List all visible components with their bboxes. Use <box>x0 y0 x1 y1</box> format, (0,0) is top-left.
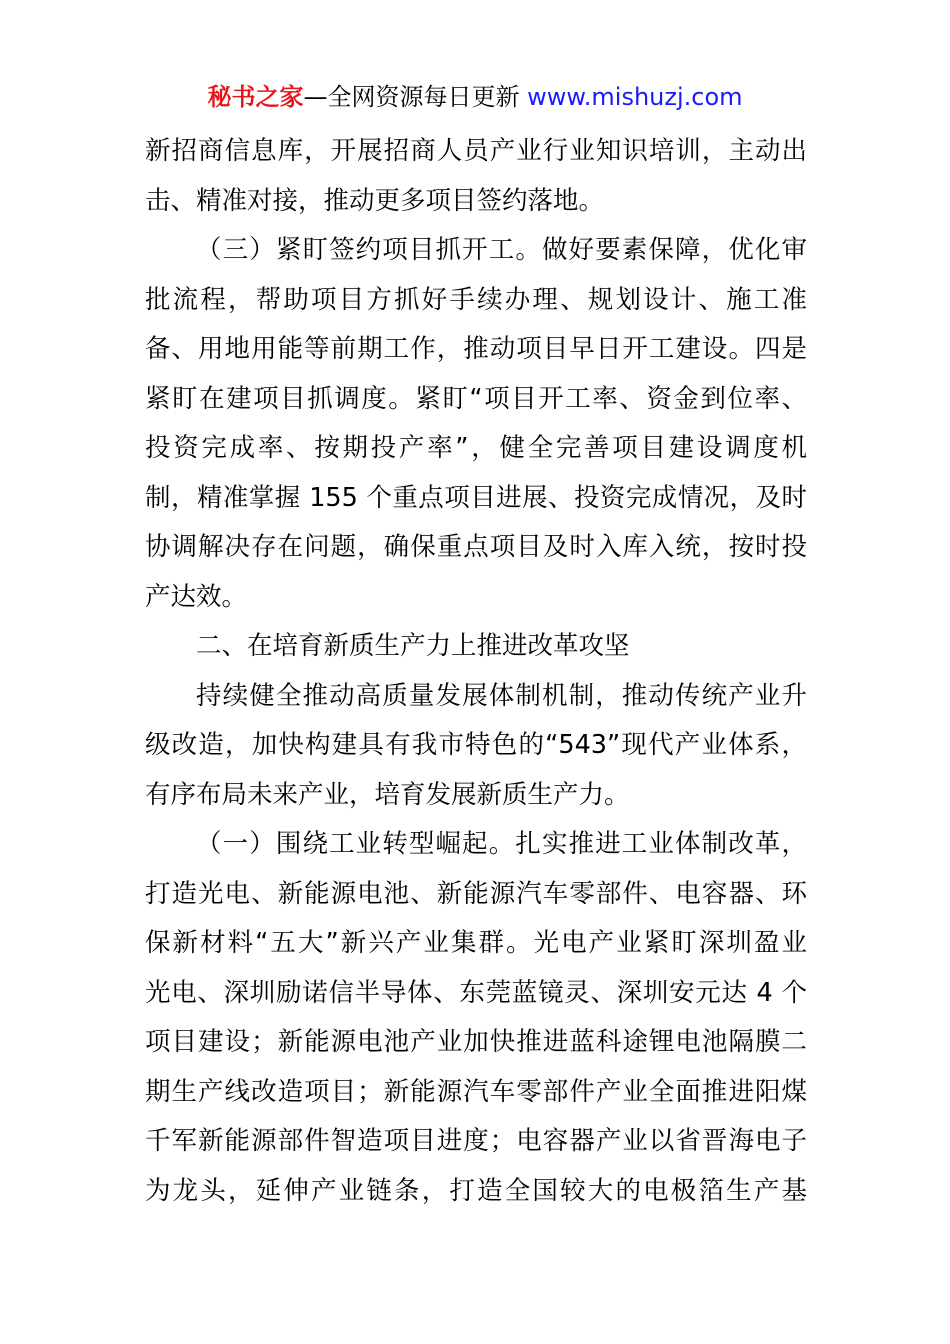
text-line: 产达效。 <box>145 581 248 612</box>
text-line: 紧盯在建项目抓调度。紧盯“项目开工率、资金到位率、 <box>145 383 807 414</box>
text-line: 制，精准掌握 155 个重点项目进展、投资完成情况，及时 <box>145 482 807 513</box>
document-body <box>145 127 807 1216</box>
text-line: 光电、深圳励诺信半导体、东莞蓝镜灵、深圳安元达 4 个 <box>145 977 807 1008</box>
site-header <box>0 80 950 114</box>
text-line: 备、用地用能等前期工作，推动项目早日开工建设。四是 <box>145 334 807 364</box>
text-line: 为龙头，延伸产业链条，打造全国较大的电极箔生产基 <box>145 1175 807 1206</box>
text-line: 击、精准对接，推动更多项目签约落地。 <box>145 185 605 216</box>
header-url[interactable]: www.mishuzj.com <box>527 83 743 111</box>
text-line: 级改造，加快构建具有我市特色的“543”现代产业体系， <box>145 730 807 760</box>
text-line: 项目建设；新能源电池产业加快推进蓝科途锂电池隔膜二 <box>145 1027 807 1057</box>
text-line: 期生产线改造项目；新能源汽车零部件产业全面推进阳煤 <box>145 1076 807 1107</box>
header-brand: 秘书之家 <box>207 83 304 111</box>
text-line: 有序布局未来产业，培育发展新质生产力。 <box>145 779 630 810</box>
text-line: 保新材料“五大”新兴产业集群。光电产业紧盯深圳盈业 <box>145 928 807 958</box>
header-slogan: —全网资源每日更新 <box>303 83 528 111</box>
text-line: 千军新能源部件智造项目进度；电容器产业以省晋海电子 <box>145 1126 807 1156</box>
text-line: 二、在培育新质生产力上推进改革攻坚 <box>196 631 630 661</box>
text-line: 批流程，帮助项目方抓好手续办理、规划设计、施工准 <box>145 284 807 315</box>
text-line: 投资完成率、按期投产率”，健全完善项目建设调度机 <box>145 433 807 463</box>
text-line: 协调解决存在问题，确保重点项目及时入库入统，按时投 <box>145 532 807 562</box>
text-line: （三）紧盯签约项目抓开工。做好要素保障，优化审 <box>196 235 807 265</box>
text-line: 新招商信息库，开展招商人员产业行业知识培训，主动出 <box>145 136 807 166</box>
text-line: 持续健全推动高质量发展体制机制，推动传统产业升 <box>196 680 807 711</box>
text-line: （一）围绕工业转型崛起。扎实推进工业体制改革， <box>196 829 807 859</box>
text-line: 打造光电、新能源电池、新能源汽车零部件、电容器、环 <box>145 878 807 909</box>
